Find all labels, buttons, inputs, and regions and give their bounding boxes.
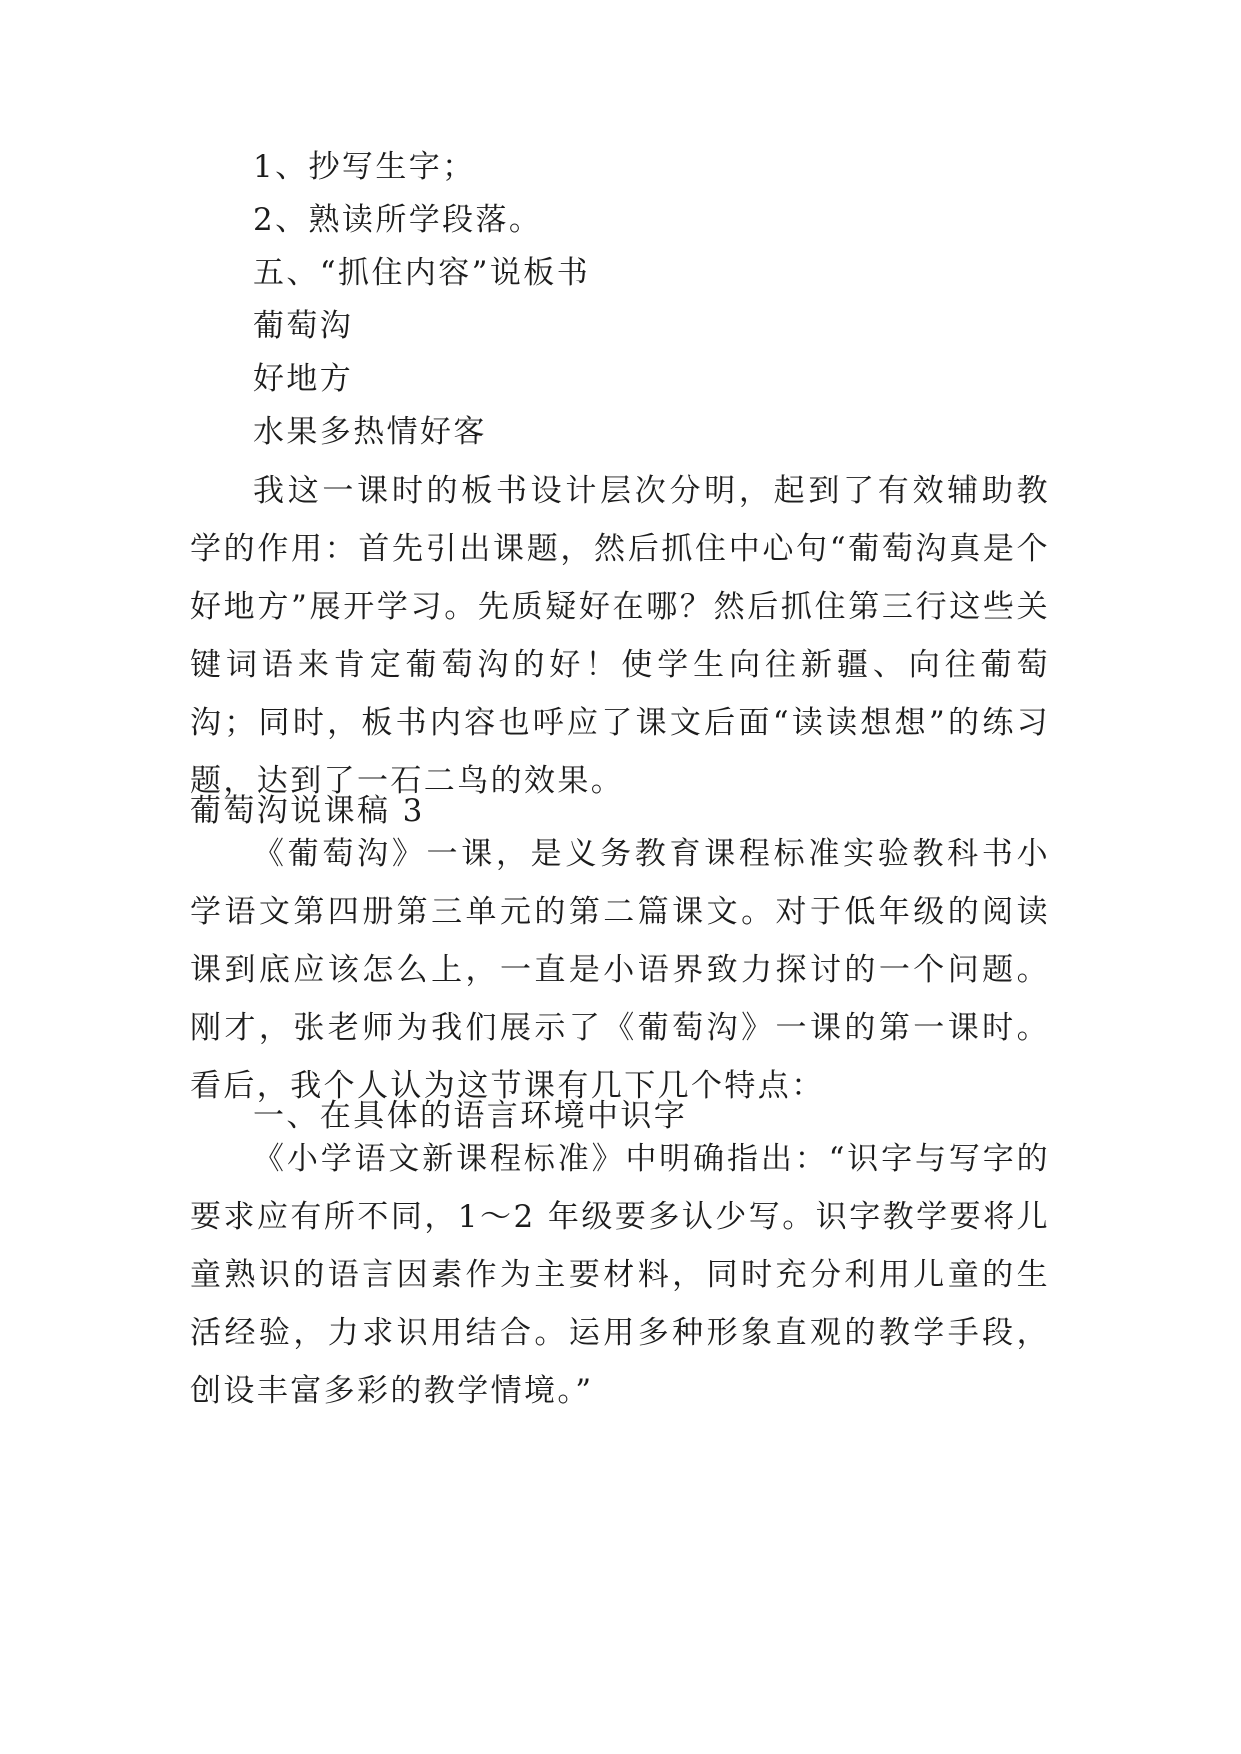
homework-item-2: 2、熟读所学段落。	[253, 202, 543, 238]
point-1-heading: 一、在具体的语言环境中识字	[253, 1098, 688, 1134]
article-title: 葡萄沟说课稿 3	[190, 793, 425, 829]
board-line-3: 水果多热情好客	[253, 414, 487, 450]
board-line-2: 好地方	[253, 361, 354, 397]
section-heading-board: 五、“抓住内容”说板书	[253, 255, 591, 291]
point-1-paragraph: 《小学语文新课程标准》中明确指出：“识字与写字的要求应有所不同，1～2 年级要多认少写。识字教学要将儿童熟识的语言因素作为主要材料，同时充分利用儿童的生活经验，力求识用结合。运用多种形象直观的教学手段，创设丰富多彩的教学情境。”	[190, 1141, 1050, 1409]
board-design-paragraph: 我这一课时的板书设计层次分明，起到了有效辅助教学的作用：首先引出课题，然后抓住中心句“葡萄沟真是个好地方”展开学习。先质疑好在哪？然后抓住第三行这些关键词语来肯定葡萄沟的好！使学生向往新疆、向往葡萄沟；同时，板书内容也呼应了课文后面“读读想想”的练习题，达到了一石二鸟的效果。	[190, 473, 1050, 799]
homework-item-1: 1、抄写生字；	[253, 149, 476, 185]
article-intro-paragraph: 《葡萄沟》一课，是义务教育课程标准实验教科书小学语文第四册第三单元的第二篇课文。对于低年级的阅读课到底应该怎么上，一直是小语界致力探讨的一个问题。刚才，张老师为我们展示了《葡萄沟》一课的第一课时。看后，我个人认为这节课有几下几个特点：	[190, 836, 1050, 1104]
board-title: 葡萄沟	[253, 308, 354, 344]
